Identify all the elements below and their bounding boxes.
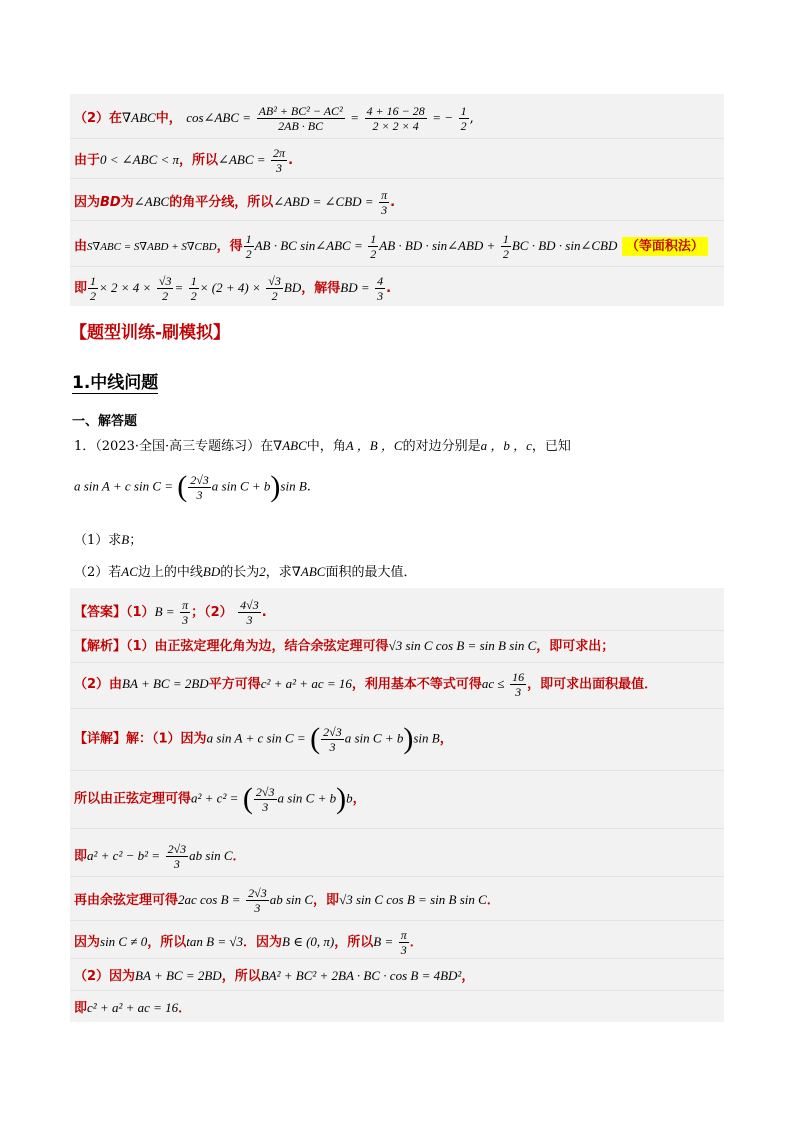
divider (70, 828, 724, 829)
divider (70, 920, 724, 921)
analysis-line-2: （2）由BA + BC = 2BD平方可得c² + a² + ac = 16，利用基本不等式可得ac ≤ $\frac{16}{3}$ ，即可求出面积最值． (74, 670, 658, 699)
section-title: 【题型训练-刷模拟】 (70, 323, 231, 343)
solution-line-3: 因为BD为∠ABC的角平分线，所以∠ABD = ∠CBD = $\frac{\pi}{3}$ . (74, 188, 396, 217)
divider (70, 630, 724, 631)
divider (70, 138, 724, 139)
detail-line-5: 因为sin C ≠ 0，所以tan B = √3．因为B ∈ (0, π)，所以B = $\frac{\pi}{3}$ ． (74, 928, 423, 957)
divider (70, 220, 724, 221)
answer-line: 【答案】（1）B = $\frac{\pi}{3}$ ；（2） $\frac{4√3}{3}$ . (74, 598, 267, 627)
solution-line-5: 即 $\frac{1}{2}$ × 2 × 4 × $\frac{√3}{2}$ = $\frac{1}{2}$ × (2 + 4) × $\frac{√3}{2}$ BD，解得BD = $\frac{4}{3}$ . (74, 274, 392, 303)
divider (70, 708, 724, 709)
question-1: （1）求B； (74, 532, 143, 548)
divider (70, 876, 724, 877)
divider (70, 178, 724, 179)
divider (70, 770, 724, 771)
subsection-title: 1.中线问题 (72, 368, 158, 394)
detail-line-7: 即c² + a² + ac = 16． (74, 1000, 192, 1016)
divider (70, 990, 724, 991)
solution-line-1: （2）在∇ABC中， cos∠ABC = $\frac{\text{AB² + BC² − AC²}}{2AB \cdot BC}$ = $\frac{4 + 16 - 28}{2 \times 2 \times 4}$ = − $\frac{1}{2}$ , (74, 104, 474, 133)
equal-area-tag: （等面积法） (622, 237, 708, 256)
divider (70, 266, 724, 267)
detail-line-2: 所以由正弦定理可得a² + c² = ( $\frac{2√3}{3}$ a sin C + b)b， (74, 782, 366, 815)
detail-line-3: 即a² + c² − b² = $\frac{2√3}{3}$ ab sin C． (74, 842, 246, 871)
part-title: 一、解答题 (72, 414, 138, 429)
detail-line-4: 再由余弦定理可得2ac cos B = $\frac{2√3}{3}$ ab sin C，即√3 sin C cos B = sin B sin C． (74, 886, 500, 915)
divider (70, 662, 724, 663)
solution-line-2: 由于0 < ∠ABC < π，所以∠ABC = $\frac{2\pi}{3}$ . (74, 146, 294, 175)
detail-line-1: 【详解】解：（1）因为a sin A + c sin C = ( $\frac{2√3}{3}$ a sin C + b)sin B， (74, 722, 453, 755)
divider (70, 958, 724, 959)
detail-line-6: （2）因为BA + BC = 2BD，所以BA² + BC² + 2BA · BC · cos B = 4BD²， (74, 968, 475, 984)
question-2: （2）若AC边上的中线BD的长为2，求∇ABC面积的最大值． (74, 564, 417, 580)
solution-line-4: 由S∇ABC = S∇ABD + S∇CBD，得 $\frac{1}{2}$ AB · BC sin∠ABC = $\frac{1}{2}$ AB · BD · sin∠ABD + $\frac{1}{2}$ BC · BD · sin∠CBD （等面积法） (74, 232, 708, 261)
analysis-line-1: 【解析】（1）由正弦定理化角为边，结合余弦定理可得√3 sin C cos B = sin B sin C，即可求出； (74, 638, 615, 654)
problem-statement: 1．（2023·全国·高三专题练习）在∇ABC中，角A ，B ，C的对边分别是a ，b ，c，已知 (74, 438, 571, 454)
problem-equation: a sin A + c sin C = ( $\frac{2√3}{3}$ a sin C + b)sin B. (74, 470, 311, 503)
